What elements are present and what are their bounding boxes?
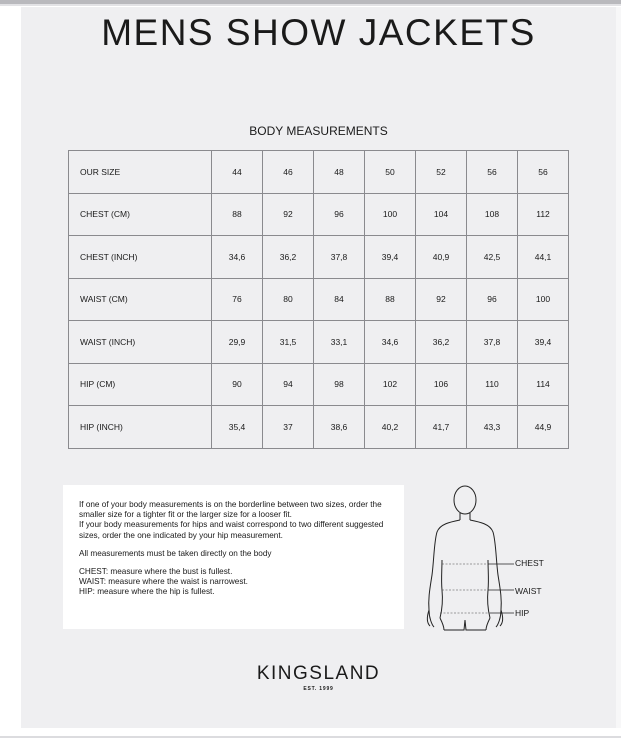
table-cell: 84 (314, 278, 365, 321)
size-table (68, 150, 569, 449)
waist-label: WAIST (515, 586, 542, 596)
table-row (69, 406, 569, 449)
row-label: HIP (INCH) (69, 406, 212, 449)
table-cell: 48 (314, 151, 365, 194)
top-border-shadow (0, 4, 621, 6)
note-line: WAIST: measure where the waist is narrowest. (79, 577, 248, 587)
table-cell: 42,5 (467, 236, 518, 279)
table-cell: 44 (212, 151, 263, 194)
table-cell: 76 (212, 278, 263, 321)
note-line: If one of your body measurements is on the borderline between two sizes, order the (79, 500, 382, 509)
table-heading: BODY MEASUREMENTS (249, 124, 388, 138)
table-row (69, 236, 569, 279)
table-cell: 41,7 (416, 406, 467, 449)
table-cell: 37,8 (314, 236, 365, 279)
table-cell: 92 (416, 278, 467, 321)
body-measurement-figure (420, 480, 550, 640)
table-cell: 37,8 (467, 321, 518, 364)
table-cell: 100 (365, 193, 416, 236)
brand-logo: KINGSLAND (256, 663, 381, 684)
table-cell: 56 (518, 151, 569, 194)
table-row-header (69, 151, 569, 194)
table-cell: 106 (416, 363, 467, 406)
table-cell: 29,9 (212, 321, 263, 364)
table-cell: 37 (263, 406, 314, 449)
table-row (69, 278, 569, 321)
row-label: WAIST (INCH) (69, 321, 212, 364)
table-cell: 36,2 (263, 236, 314, 279)
row-label: CHEST (CM) (69, 193, 212, 236)
table-cell: 56 (467, 151, 518, 194)
table-cell: 50 (365, 151, 416, 194)
table-cell: 40,9 (416, 236, 467, 279)
table-row (69, 321, 569, 364)
table-cell: 39,4 (518, 321, 569, 364)
table-cell: 114 (518, 363, 569, 406)
table-cell: 35,4 (212, 406, 263, 449)
table-cell: 92 (263, 193, 314, 236)
table-cell: 90 (212, 363, 263, 406)
table-row (69, 193, 569, 236)
table-cell: 88 (212, 193, 263, 236)
table-cell: 96 (314, 193, 365, 236)
table-cell: 43,3 (467, 406, 518, 449)
table-cell: 46 (263, 151, 314, 194)
table-cell: 108 (467, 193, 518, 236)
table-cell: 100 (518, 278, 569, 321)
table-cell: 112 (518, 193, 569, 236)
table-cell: 34,6 (365, 321, 416, 364)
note-line: All measurements must be taken directly on the body (79, 548, 272, 558)
table-cell: 33,1 (314, 321, 365, 364)
table-cell: 38,6 (314, 406, 365, 449)
table-cell: 44,9 (518, 406, 569, 449)
table-cell: 110 (467, 363, 518, 406)
note-line: sizes, order the one indicated by your hip measurement. (79, 530, 283, 540)
table-cell: 88 (365, 278, 416, 321)
page-title: MENS SHOW JACKETS (101, 12, 536, 53)
row-label: WAIST (CM) (69, 278, 212, 321)
brand-tagline: EST. 1999 (303, 686, 334, 692)
table-cell: 40,2 (365, 406, 416, 449)
hip-label: HIP (515, 608, 530, 618)
row-label: OUR SIZE (69, 151, 212, 194)
bottom-border (0, 736, 621, 738)
note-line: smaller size for a tighter fit or the larger size for a looser fit. (79, 510, 292, 520)
note-line: HIP: measure where the hip is fullest. (79, 587, 215, 597)
table-cell: 96 (467, 278, 518, 321)
chest-label: CHEST (515, 558, 544, 568)
table-cell: 98 (314, 363, 365, 406)
table-cell: 102 (365, 363, 416, 406)
note-line: CHEST: measure where the bust is fullest. (79, 567, 233, 577)
table-cell: 104 (416, 193, 467, 236)
table-cell: 52 (416, 151, 467, 194)
measurement-notes-box (63, 485, 404, 629)
table-cell: 34,6 (212, 236, 263, 279)
table-cell: 39,4 (365, 236, 416, 279)
table-cell: 94 (263, 363, 314, 406)
table-cell: 36,2 (416, 321, 467, 364)
row-label: CHEST (INCH) (69, 236, 212, 279)
measurement-notes (79, 500, 397, 598)
right-edge (616, 7, 621, 728)
table-cell: 44,1 (518, 236, 569, 279)
row-label: HIP (CM) (69, 363, 212, 406)
note-line: If your body measurements for hips and waist correspond to two different suggested (79, 520, 384, 530)
table-row (69, 363, 569, 406)
table-cell: 31,5 (263, 321, 314, 364)
table-cell: 80 (263, 278, 314, 321)
